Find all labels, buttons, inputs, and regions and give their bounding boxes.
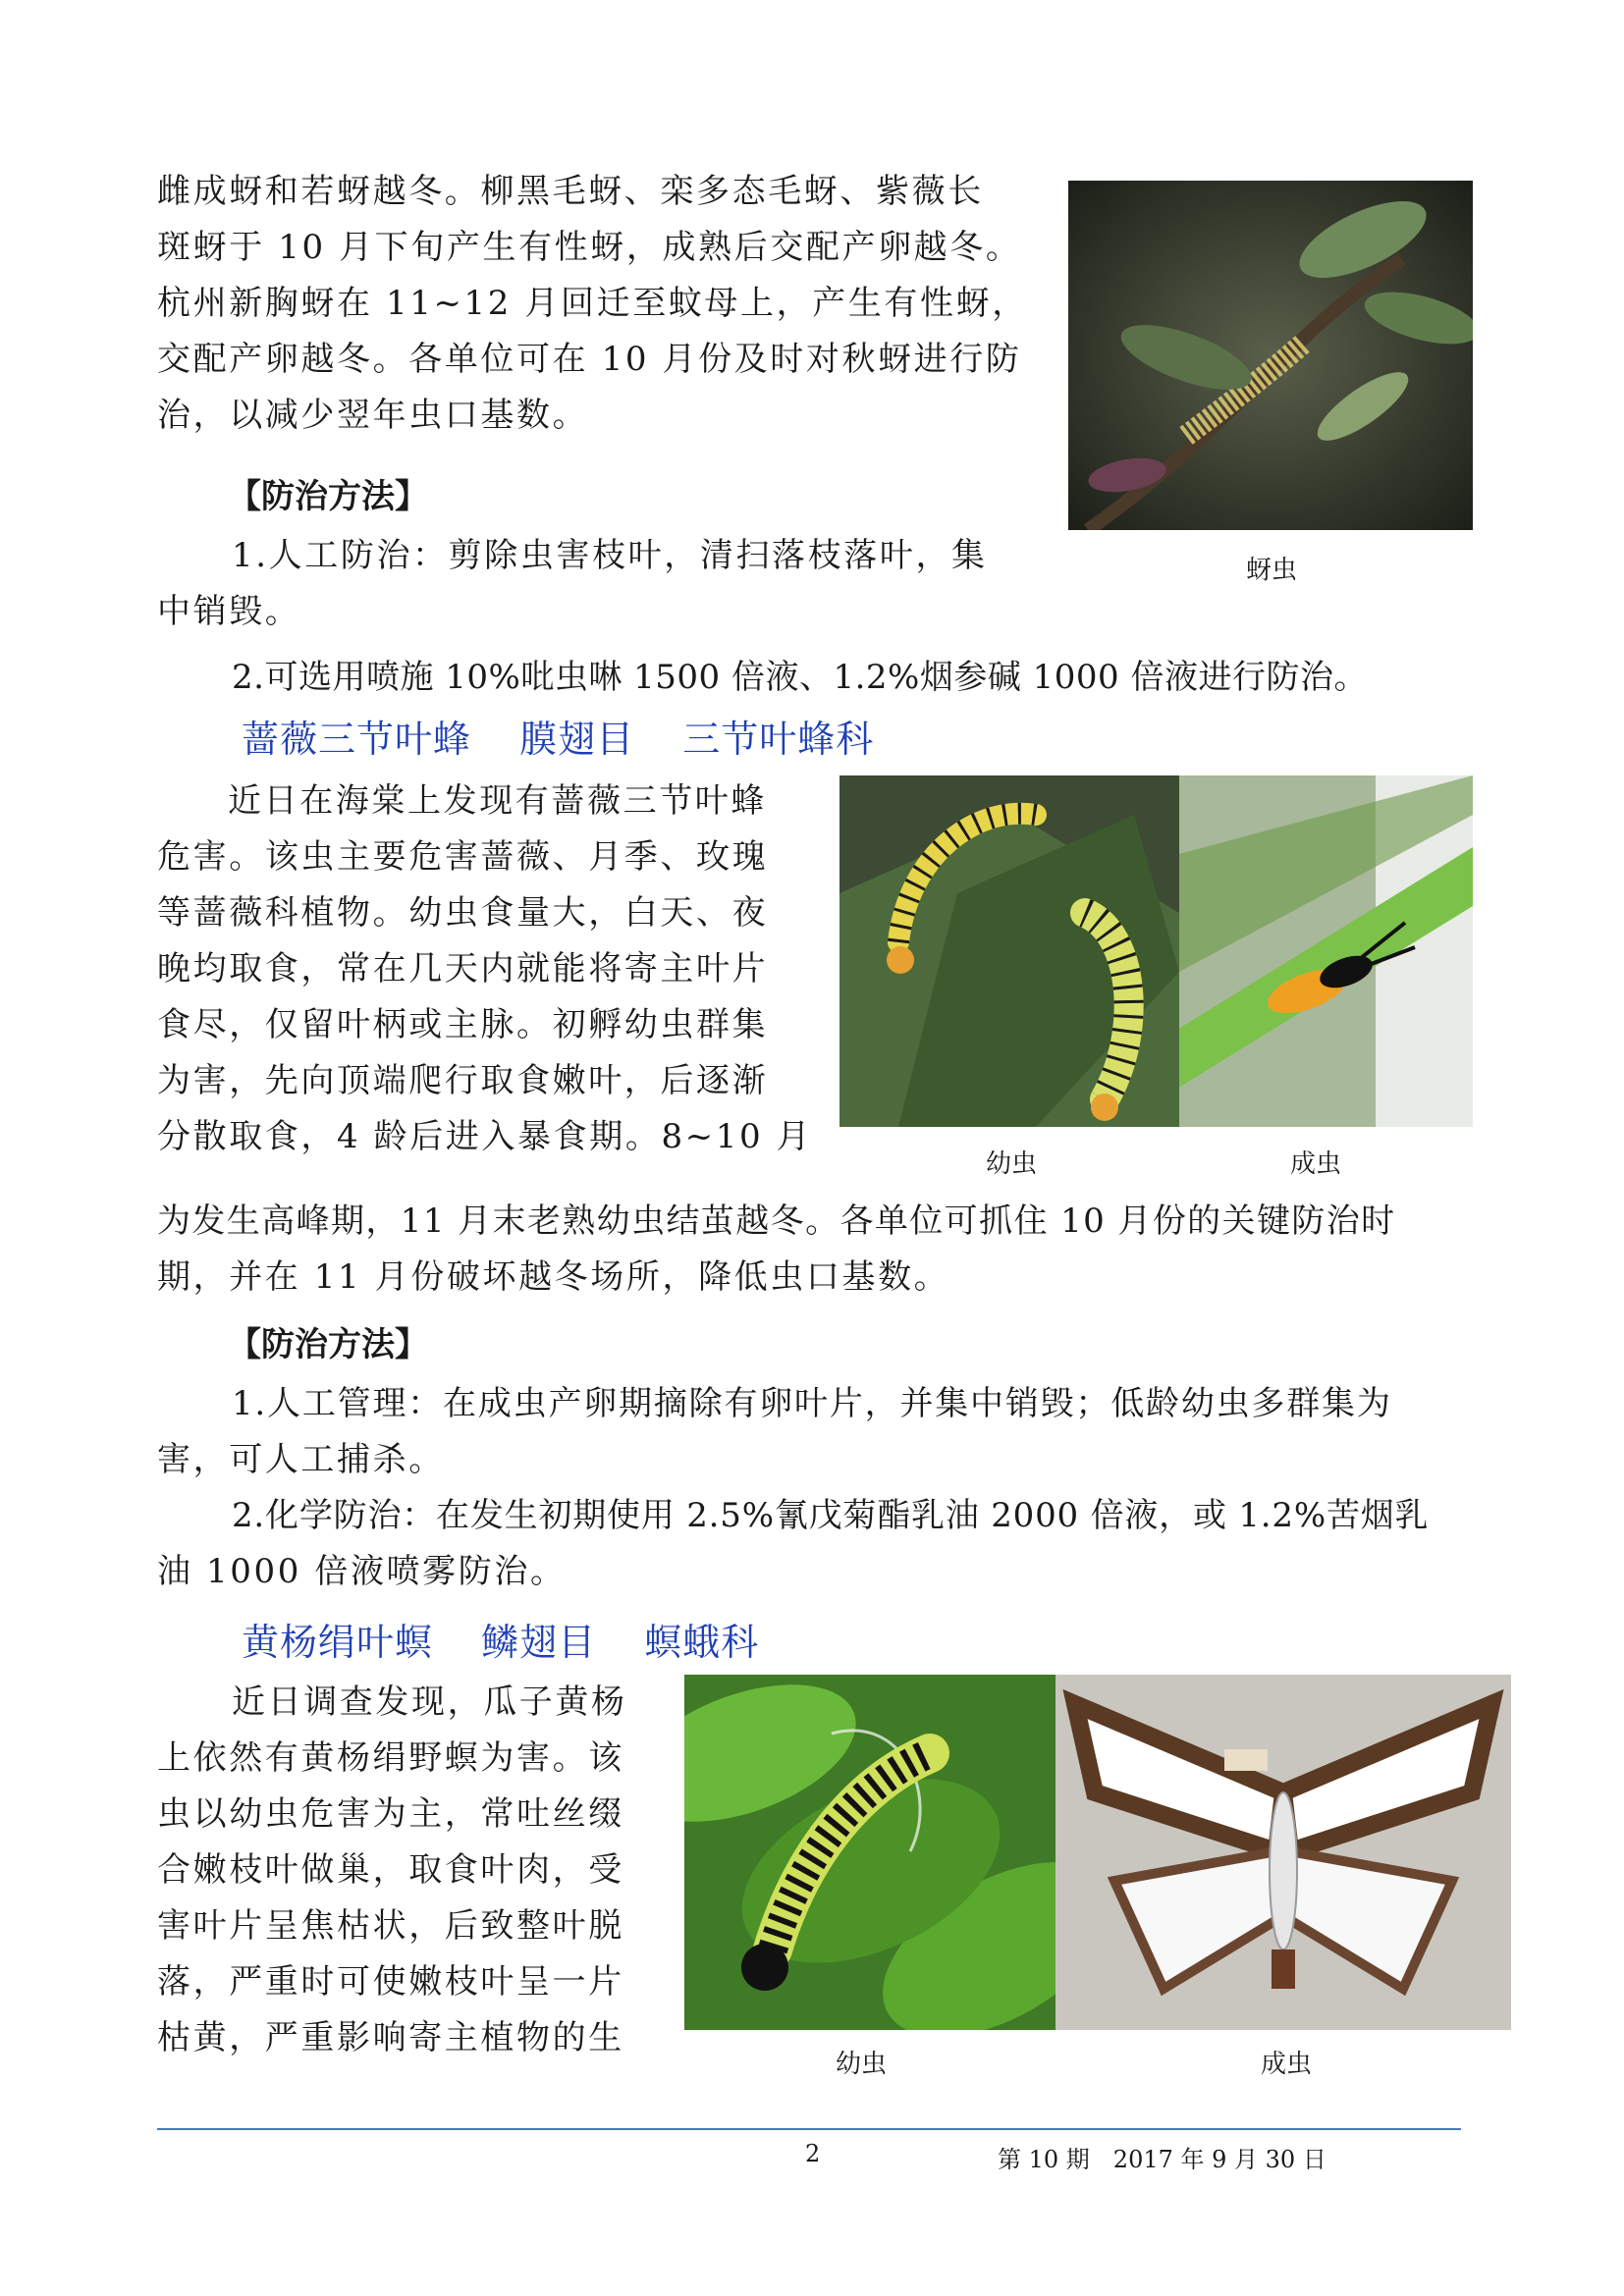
sawfly-line-9: 期，并在 11 月份破坏越冬场所，降低虫口基数。 bbox=[157, 1257, 950, 1297]
moth-larva-caption: 幼虫 bbox=[835, 2050, 887, 2079]
sawfly-line-1: 近日在海棠上发现有蔷薇三节叶蜂 bbox=[228, 781, 767, 821]
intro-line-4: 交配产卵越冬。各单位可在 10 月份及时对秋蚜进行防 bbox=[157, 340, 1022, 379]
sawfly-line-8: 为发生高峰期，11 月末老熟幼虫结茧越冬。各单位可抓住 10 月份的关键防治时 bbox=[157, 1201, 1396, 1241]
moth-larva-illustration bbox=[684, 1675, 1056, 2030]
sawfly-adult-photo bbox=[1179, 775, 1473, 1127]
aphid-method-line-3: 2.可选用喷施 10%吡虫啉 1500 倍液、1.2%烟参碱 1000 倍液进行防治。 bbox=[232, 658, 1368, 697]
intro-line-1: 雌成蚜和若蚜越冬。柳黑毛蚜、栾多态毛蚜、紫薇长 bbox=[157, 172, 984, 211]
aphid-photo-illustration bbox=[1068, 181, 1473, 530]
moth-heading-family: 螟蛾科 bbox=[644, 1621, 760, 1664]
sawfly-heading-order: 膜翅目 bbox=[519, 718, 635, 761]
aphid-method-line-1: 1.人工防治：剪除虫害枝叶，清扫落枝落叶，集 bbox=[232, 536, 988, 575]
sawfly-adult-caption: 成虫 bbox=[1289, 1149, 1341, 1179]
aphid-photo bbox=[1068, 181, 1473, 530]
intro-line-2: 斑蚜于 10 月下旬产生有性蚜，成熟后交配产卵越冬。 bbox=[157, 228, 1022, 267]
moth-heading bbox=[242, 1612, 794, 1666]
aphid-caption: 蚜虫 bbox=[1245, 556, 1297, 585]
sawfly-adult-illustration bbox=[1179, 775, 1473, 1127]
sawfly-method-line-1: 1.人工管理：在成虫产卵期摘除有卵叶片，并集中销毁；低龄幼虫多群集为 bbox=[232, 1384, 1392, 1423]
sawfly-heading-name: 蔷薇三节叶蜂 bbox=[242, 718, 472, 761]
aphid-method-heading: 【防治方法】 bbox=[228, 477, 428, 516]
page-number: 2 bbox=[805, 2140, 821, 2167]
moth-line-2: 上依然有黄杨绢野螟为害。该 bbox=[157, 1738, 624, 1778]
sawfly-line-4: 晚均取食，常在几天内就能将寄主叶片 bbox=[157, 949, 769, 988]
sawfly-method-line-2: 害，可人工捕杀。 bbox=[157, 1440, 445, 1479]
issue-date: 第 10 期 2017 年 9 月 30 日 bbox=[998, 2146, 1326, 2173]
sawfly-method-line-3: 2.化学防治：在发生初期使用 2.5%氰戊菊酯乳油 2000 倍液，或 1.2%苦烟乳 bbox=[232, 1496, 1430, 1535]
moth-line-5: 害叶片呈焦枯状，后致整叶脱 bbox=[157, 1906, 624, 1946]
sawfly-line-3: 等蔷薇科植物。幼虫食量大，白天、夜 bbox=[157, 893, 769, 933]
moth-line-4: 合嫩枝叶做巢，取食叶肉，受 bbox=[157, 1850, 624, 1890]
sawfly-heading-family: 三节叶蜂科 bbox=[682, 718, 875, 761]
sawfly-line-5: 食尽，仅留叶柄或主脉。初孵幼虫群集 bbox=[157, 1005, 769, 1044]
aphid-method-line-2: 中销毁。 bbox=[157, 592, 301, 631]
sawfly-method-heading: 【防治方法】 bbox=[228, 1325, 428, 1364]
sawfly-method-line-4: 油 1000 倍液喷雾防治。 bbox=[157, 1552, 567, 1591]
sawfly-line-6: 为害，先向顶端爬行取食嫩叶，后逐渐 bbox=[157, 1061, 769, 1100]
sawfly-larva-illustration bbox=[839, 775, 1179, 1127]
intro-line-5: 治，以减少翌年虫口基数。 bbox=[157, 396, 589, 435]
moth-adult-caption: 成虫 bbox=[1260, 2050, 1312, 2079]
footer-rule bbox=[157, 2128, 1461, 2130]
sawfly-larva-photo bbox=[839, 775, 1179, 1127]
moth-line-3: 虫以幼虫危害为主，常吐丝缀 bbox=[157, 1794, 624, 1834]
moth-adult-photo bbox=[1056, 1675, 1511, 2030]
sawfly-heading bbox=[242, 709, 909, 763]
intro-line-3: 杭州新胸蚜在 11~12 月回迁至蚊母上，产生有性蚜， bbox=[157, 284, 1028, 323]
moth-heading-order: 鳞翅目 bbox=[481, 1621, 597, 1664]
moth-line-7: 枯黄，严重影响寄主植物的生 bbox=[157, 2018, 624, 2057]
sawfly-larva-caption: 幼虫 bbox=[985, 1149, 1037, 1179]
sawfly-line-2: 危害。该虫主要危害蔷薇、月季、玫瑰 bbox=[157, 837, 769, 877]
moth-line-6: 落，严重时可使嫩枝叶呈一片 bbox=[157, 1962, 624, 2002]
sawfly-line-7: 分散取食，4 龄后进入暴食期。8~10 月 bbox=[157, 1117, 813, 1156]
moth-line-1: 近日调查发现，瓜子黄杨 bbox=[232, 1682, 627, 1722]
moth-heading-name: 黄杨绢叶螟 bbox=[242, 1621, 434, 1664]
moth-larva-photo bbox=[684, 1675, 1056, 2030]
moth-adult-illustration bbox=[1056, 1675, 1511, 2030]
